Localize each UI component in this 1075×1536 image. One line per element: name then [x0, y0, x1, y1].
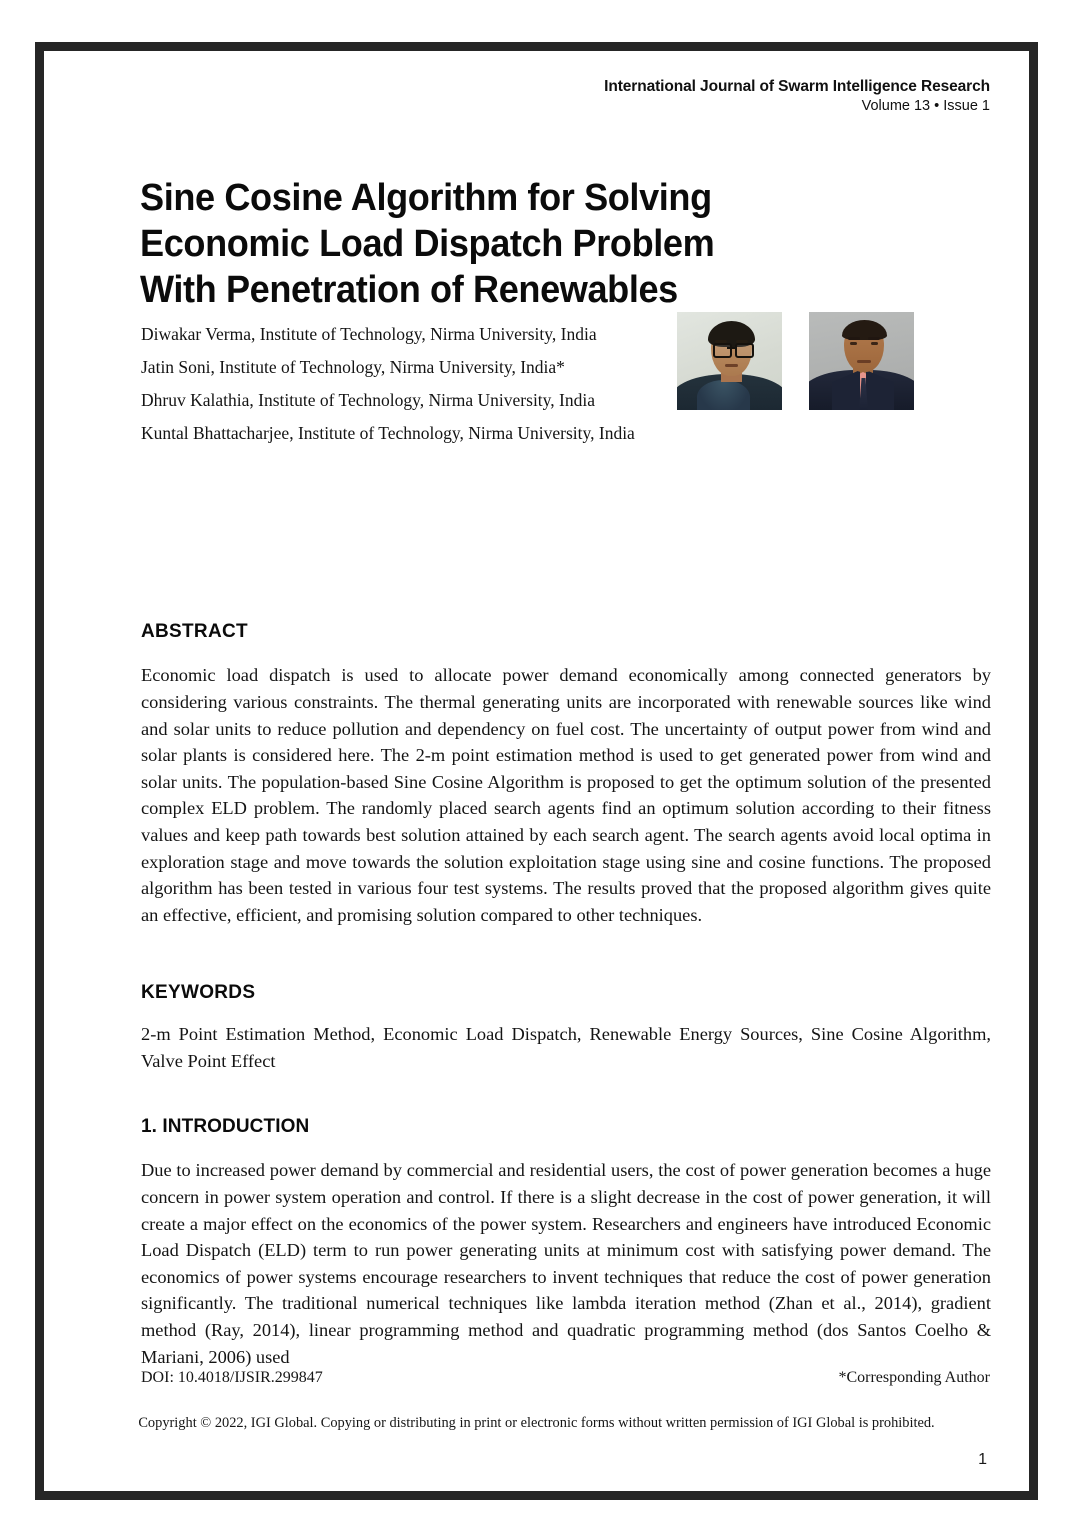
- journal-name: International Journal of Swarm Intelligence Research: [604, 78, 990, 95]
- keywords-heading: KEYWORDS: [141, 981, 256, 1003]
- photo-eyeglass-left: [713, 343, 732, 358]
- page-number: 1: [978, 1451, 987, 1468]
- introduction-heading: 1. INTRODUCTION: [141, 1115, 310, 1137]
- author-list: [141, 318, 681, 450]
- photo-eye-left: [850, 342, 857, 345]
- abstract-text: Economic load dispatch is used to allocate power demand economically among connected generators by considering various constraints. The thermal generating units are incorporated with renewable sources like wind and solar units to reduce pollution and dependency on fuel cost. The uncertainty of output power from wind and solar plants is considered here. The 2-m point estimation method is used to get generated power from wind and solar units. The population-based Sine Cosine Algorithm is proposed to get the optimum solution of the presented complex ELD problem. The randomly placed search agents find an optimum solution according to their fitness values and keep path towards best solution attained by each search agent. The search agents avoid local optima in exploration stage and move towards the solution exploitation stage using sine and cosine functions. The proposed algorithm has been tested in various four test systems. The results proved that the proposed algorithm gives quite an effective, efficient, and promising solution compared to other techniques.: [141, 665, 991, 925]
- photo-eyeglass-bridge: [727, 347, 736, 349]
- running-head: [604, 77, 990, 117]
- page-content: [44, 51, 1029, 1491]
- title-line-3: With Penetration of Renewables: [140, 269, 678, 312]
- author-affiliation: Diwakar Verma, Institute of Technology, Nirma University, India: [141, 324, 597, 344]
- author-affiliation: Dhruv Kalathia, Institute of Technology, Nirma University, India: [141, 389, 595, 410]
- copyright-notice: Copyright © 2022, IGI Global. Copying or distributing in print or electronic forms without written permission of IGI Global is prohibited.: [138, 1415, 935, 1431]
- introduction-text: Due to increased power demand by commercial and residential users, the cost of power generation becomes a huge concern in power system operation and control. If there is a slight decrease in the cost of power generation, it will create a major effect on the economics of the power system. Researchers and engineers have introduced Economic Load Dispatch (ELD) term to run power generating units at minimum cost with satisfying power demand. The economics of power systems encourage researchers to invent techniques that reduce the cost of power generation significantly. The traditional numerical techniques like lambda iteration method (Zhan et al., 2014), gradient method (Ray, 2014), linear programming method and quadratic programming method (dos Santos Coelho & Mariani, 2006) used: [141, 1160, 991, 1367]
- page-title: [140, 176, 805, 314]
- scanned-page-frame: [35, 42, 1038, 1500]
- title-line-2: Economic Load Dispatch Problem: [140, 223, 715, 266]
- abstract-heading: ABSTRACT: [141, 620, 248, 642]
- author-affiliation: Kuntal Bhattacharjee, Institute of Technology, Nirma University, India: [141, 422, 635, 443]
- title-line-1: Sine Cosine Algorithm for Solving: [140, 177, 712, 220]
- photo-mouth: [725, 364, 738, 367]
- corresponding-author-note: *Corresponding Author: [838, 1369, 990, 1386]
- author-affiliation: Jatin Soni, Institute of Technology, Nirma University, India*: [141, 356, 565, 377]
- author-photo-strip: [677, 312, 914, 410]
- photo-eyeglass-right: [735, 343, 754, 358]
- photo-eye-right: [871, 342, 878, 345]
- photo-mouth: [857, 360, 871, 363]
- volume-issue: Volume 13 • Issue 1: [861, 98, 990, 115]
- doi-row: [141, 1369, 990, 1387]
- doi-text: DOI: 10.4018/IJSIR.299847: [141, 1369, 323, 1386]
- keywords-text: 2-m Point Estimation Method, Economic Load Dispatch, Renewable Energy Sources, Sine Cosine Algorithm, Valve Point Effect: [141, 1024, 991, 1071]
- photo-eyebrow-left: [848, 337, 860, 340]
- photo-eyebrow-right: [868, 337, 880, 340]
- author-photo: [809, 312, 914, 410]
- author-photo: [677, 312, 782, 410]
